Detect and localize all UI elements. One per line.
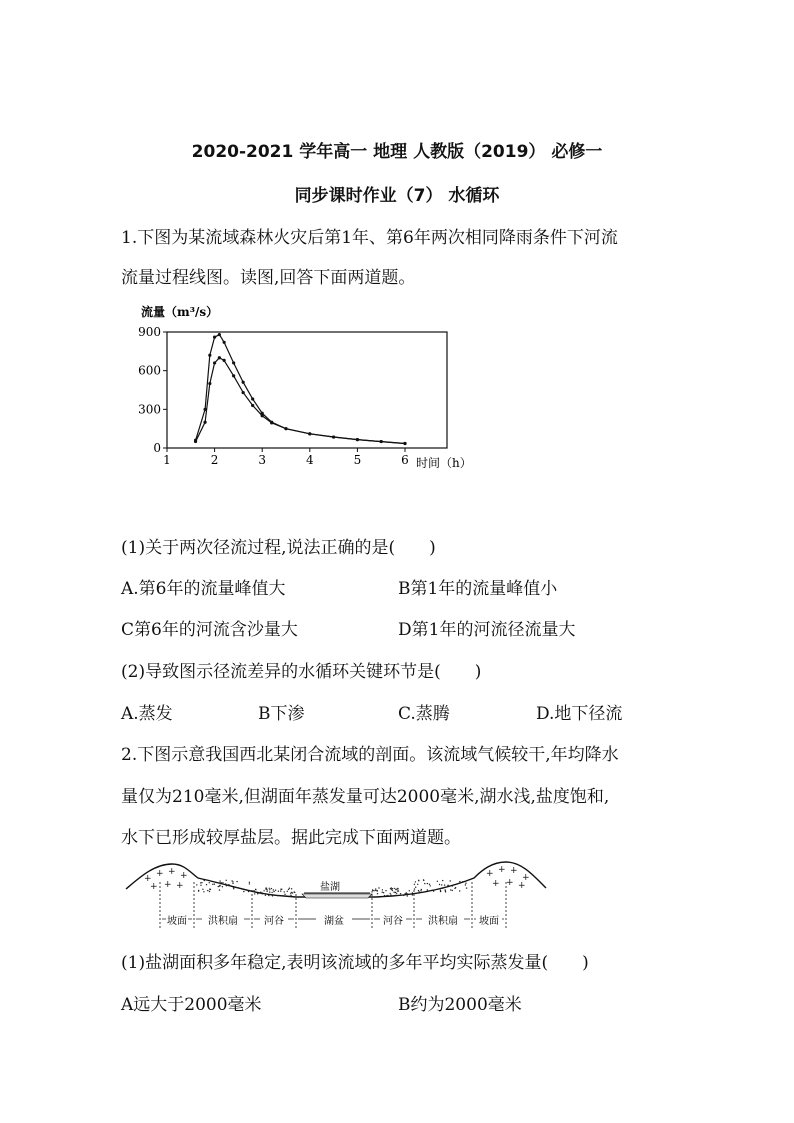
x-tick-label: 2 [210,453,219,467]
document-title: 2020-2021 学年高一 地理 人教版（2019） 必修一 [191,142,603,162]
series-2-point [308,432,311,435]
series-2-point [218,356,221,359]
hydrograph-svg [135,300,485,475]
series-1-point [218,333,221,336]
q2-stem-line2: 量仅为210毫米,但湖面年蒸发量可达2000毫米,湖水浅,盐度饱和, [121,787,610,807]
x-tick-label: 5 [353,453,362,467]
svg-text:+: + [144,874,152,884]
y-axis-label: 流量（m³/s） [141,305,219,319]
segment-label: 坡面 [479,916,499,927]
series-1-point [251,397,254,400]
document-subtitle: 同步课时作业（7） 水循环 [294,186,500,206]
series-2-point [208,382,211,385]
series-1-point [223,341,226,344]
q1-sub1-question: (1)关于两次径流过程,说法正确的是( ) [121,538,436,558]
svg-text:+: + [486,869,494,879]
q1-sub1-option-c[interactable]: C第6年的河流含沙量大 [121,620,298,640]
series-2-point [284,427,287,430]
segment-label: 洪积扇 [428,916,458,927]
q1-stem-line2: 流量过程线图。读图,回答下面两道题。 [121,268,416,288]
svg-text:+: + [492,879,500,889]
segment-label: 坡面 [167,916,187,927]
svg-text:+: + [498,865,506,875]
series-2-point [356,438,359,441]
series-2-point [223,359,226,362]
x-axis-label: 时间（h） [416,456,472,470]
y-tick-label: 900 [138,325,161,339]
series-1-point [232,361,235,364]
series-2-point [203,421,206,424]
svg-text:+: + [168,867,176,877]
segment-label: 河谷 [264,916,284,927]
q2-sub1-option-a[interactable]: A远大于2000毫米 [121,995,262,1015]
salt-lake [302,894,372,898]
svg-text:+: + [510,866,518,876]
segment-label: 洪积扇 [208,916,238,927]
x-tick-label: 6 [401,453,409,467]
svg-text:+: + [522,873,530,883]
basin-profile-diagram [124,856,549,930]
series-2-point [261,414,264,417]
svg-text:+: + [518,881,526,891]
q1-sub2-question: (2)导致图示径流差异的水循环关键环节是( ) [121,662,482,682]
series-1-point [213,336,216,339]
q1-sub2-option-d[interactable]: D.地下径流 [536,704,623,724]
series-2-point [332,435,335,438]
svg-text:+: + [156,869,164,879]
series-line-1 [196,335,405,444]
series-2-point [270,421,273,424]
q1-sub1-option-d[interactable]: D第1年的河流径流量大 [398,620,576,640]
q2-sub1-question: (1)盐湖面积多年稳定,表明该流域的多年平均实际蒸发量( ) [121,953,589,973]
series-2-point [194,440,197,443]
x-tick-label: 4 [305,453,314,467]
q1-stem-line1: 1.下图为某流域森林火灾后第1年、第6年两次相同降雨条件下河流 [121,228,618,248]
q1-sub1-option-a[interactable]: A.第6年的流量峰值大 [121,579,286,599]
y-tick-label: 300 [138,402,161,417]
y-tick-label: 0 [153,441,161,455]
x-tick-label: 1 [163,453,171,467]
q2-sub1-option-b[interactable]: B约为2000毫米 [398,995,522,1015]
discharge-hydrograph-chart [135,300,485,475]
series-1-point [242,381,245,384]
series-line-2 [196,358,405,444]
segment-label: 湖盆 [324,916,344,927]
q1-sub2-option-a[interactable]: A.蒸发 [121,704,173,724]
series-2-point [380,440,383,443]
svg-text:+: + [506,878,514,888]
series-2-point [213,361,216,364]
series-1-point [208,354,211,357]
q1-sub2-option-c[interactable]: C.蒸腾 [398,704,450,724]
y-tick-label: 600 [138,363,161,378]
q2-stem-line1: 2.下图示意我国西北某闭合流域的剖面。该流域气候较干,年均降水 [121,745,619,765]
svg-text:+: + [164,880,172,890]
x-tick-label: 3 [258,453,267,467]
series-2-point [232,374,235,377]
q2-stem-line3: 水下已形成较厚盐层。据此完成下面两道题。 [121,828,461,848]
series-2-point [251,404,254,407]
series-2-point [242,391,245,394]
segment-label: 河谷 [383,916,403,927]
svg-text:+: + [176,881,184,891]
salt-lake-label: 盐湖 [320,882,340,893]
basin-profile-svg [124,856,549,930]
svg-text:+: + [180,871,188,881]
q1-sub1-option-b[interactable]: B第1年的流量峰值小 [398,579,558,599]
svg-text:+: + [150,882,158,892]
series-2-point [403,442,406,445]
q1-sub2-option-b[interactable]: B下渗 [258,704,305,724]
